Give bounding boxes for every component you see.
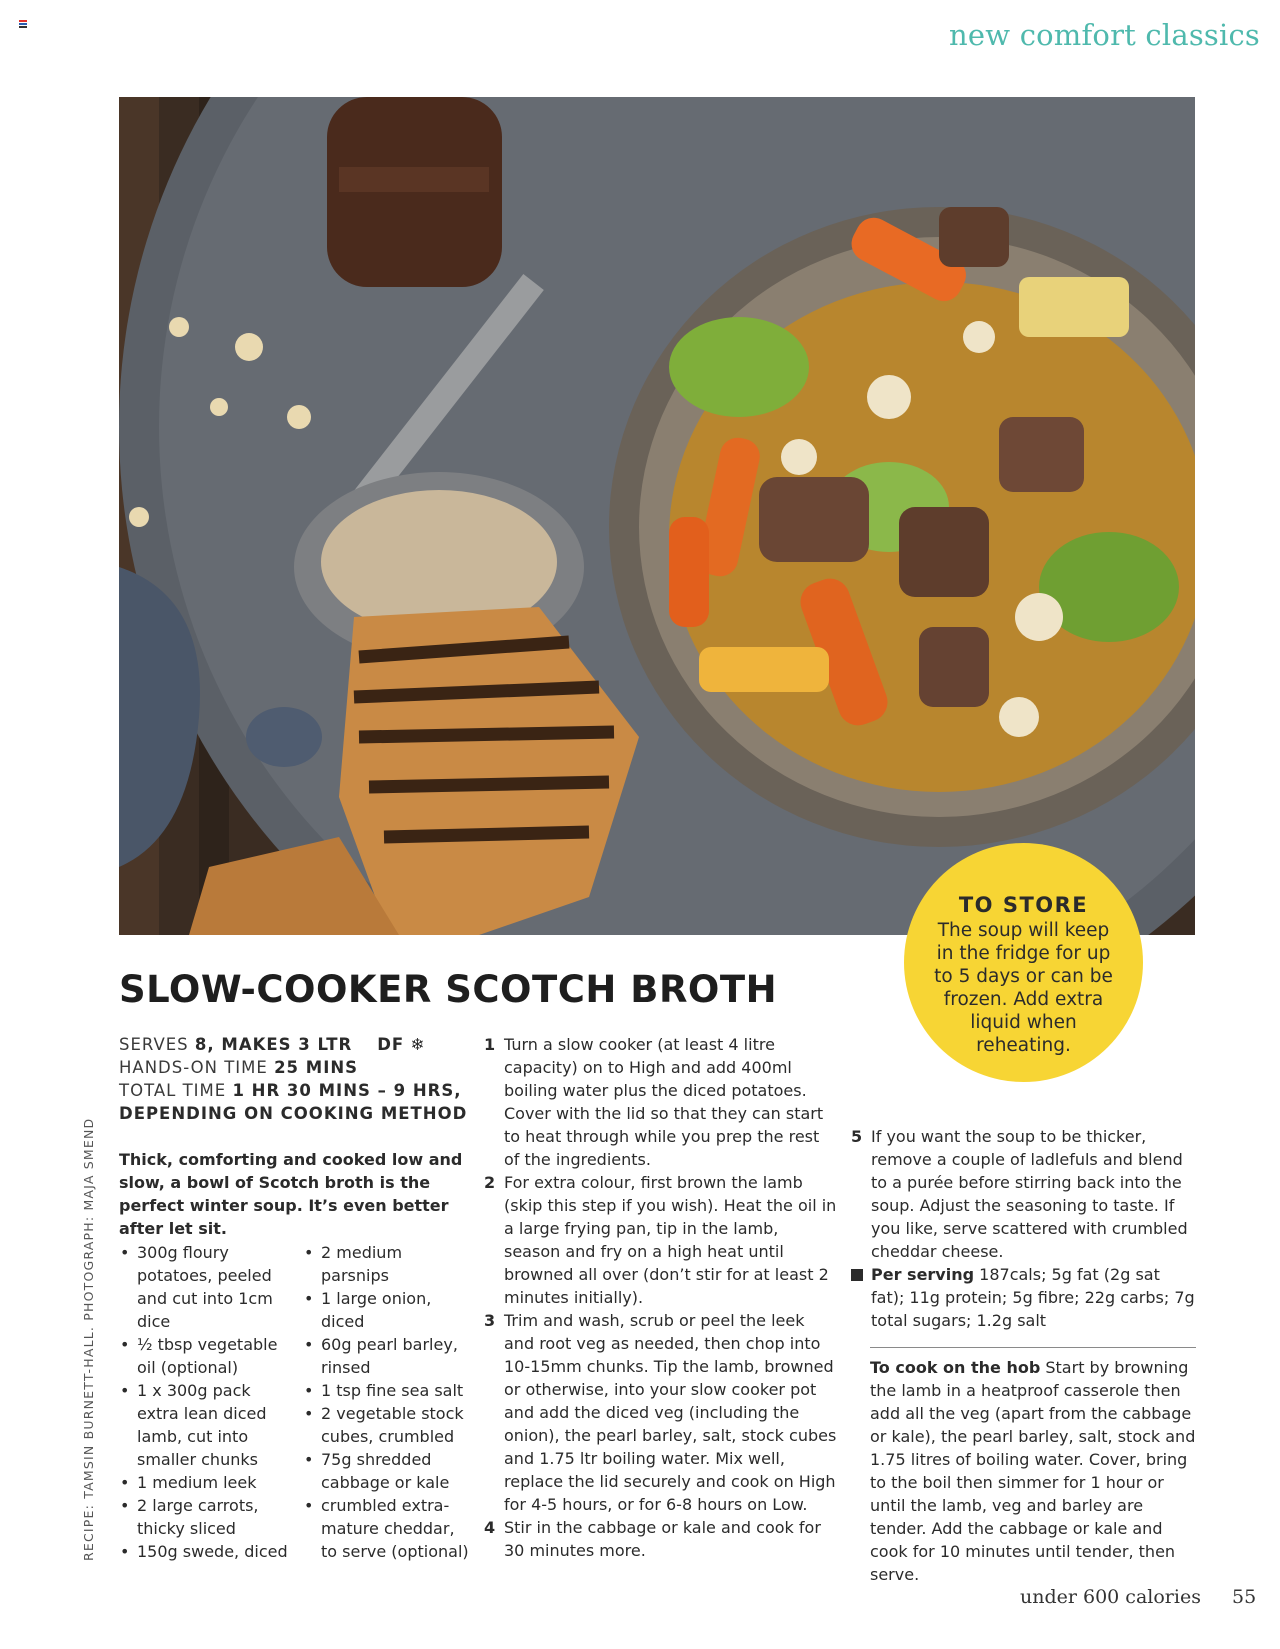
total-time-line <box>119 1079 479 1125</box>
ingredient-item: • 1 x 300g pack extra lean diced lamb, cut into smaller chunks <box>119 1379 289 1471</box>
recipe-meta <box>119 1033 479 1125</box>
step-text: Turn a slow cooker (at least 4 litre capacity) on to High and add 400ml boiling water plus the diced potatoes. Cover with the lid so that they can start to heat through while you prep the rest of the ingredients. <box>504 1035 824 1169</box>
ingredient-item: • 150g swede, diced <box>119 1540 289 1563</box>
soup-photo <box>119 97 1195 935</box>
hands-on-value: 25 MINS <box>274 1058 359 1077</box>
ingredient-item: • 1 large onion, diced <box>303 1287 473 1333</box>
ingredient-item: • 60g pearl barley, rinsed <box>303 1333 473 1379</box>
cabbage-piece <box>669 317 809 417</box>
step-text: Trim and wash, scrub or peel the leek and root veg as needed, then chop into 10-15mm chunks. Tip the lamb, browned or otherwise, into your slow cooker pot and add the diced veg (including the onion), the pearl barley, salt, stock cubes and 1.75 ltr boiling water. Mix well, replace the lid securely and cook on High for 4-5 hours, or for 6-8 hours on Low. <box>504 1311 837 1514</box>
store-text: The soup will keep in the fridge for up to 5 days or can be frozen. Add extra liquid when reheating. <box>934 920 1113 1056</box>
ingredient-item: • 2 large carrots, thicky sliced <box>119 1494 289 1540</box>
recipe-intro: Thick, comforting and cooked low and slow, a bowl of Scotch broth is the perfect winter soup. It’s even better after let sit. <box>119 1150 463 1238</box>
step-text: Stir in the cabbage or kale and cook for 30 minutes more. <box>504 1518 821 1560</box>
ingredient-item: • ½ tbsp vegetable oil (optional) <box>119 1333 289 1379</box>
ingredient-item: • 75g shredded cabbage or kale <box>303 1448 473 1494</box>
section-title: new comfort classics <box>949 18 1260 52</box>
method-step <box>851 1125 1196 1263</box>
hands-on-label: HANDS-ON TIME <box>119 1058 268 1077</box>
divider <box>870 1347 1196 1348</box>
corner-mark <box>19 20 27 28</box>
ingredient-item: • 2 vegetable stock cubes, crumbled <box>303 1402 473 1448</box>
step-number: 1 <box>484 1035 496 1054</box>
method-step <box>484 1033 839 1171</box>
page-number: 55 <box>1232 1586 1257 1608</box>
ingredient-item: • 1 medium leek <box>119 1471 289 1494</box>
store-title: TO STORE <box>958 893 1089 917</box>
step-number: 5 <box>851 1127 863 1146</box>
method-steps-1 <box>484 1033 839 1562</box>
method-step <box>484 1171 839 1309</box>
serves-value: 8, MAKES 3 LTR <box>194 1035 353 1054</box>
step-number: 3 <box>484 1311 496 1330</box>
snowflake-icon: ❄ <box>410 1035 426 1054</box>
diet-badge: DF <box>377 1035 405 1054</box>
ingredient-item: • 1 tsp fine sea salt <box>303 1379 473 1402</box>
step-text: If you want the soup to be thicker, remove a couple of ladlefuls and blend to a purée before stirring back into the soup. Adjust the seasoning to taste. If you like, serve scattered with crumbled cheddar cheese. <box>871 1127 1188 1261</box>
step-number: 2 <box>484 1173 496 1192</box>
hob-text: Start by browning the lamb in a heatproof casserole then add all the veg (apart from the cabbage or kale), the pearl barley, salt, stock and 1.75 litres of boiling water. Cover, bring to the boil then simmer for 1 hour or until the lamb, veg and barley are tender. Add the cabbage or kale and cook for 10 minutes until tender, then serve. <box>870 1358 1196 1584</box>
serves-label: SERVES <box>119 1035 189 1054</box>
method-steps-2 <box>851 1125 1196 1263</box>
ingredients-list-1 <box>119 1241 289 1563</box>
square-bullet-icon <box>851 1269 863 1281</box>
method-step <box>484 1516 839 1562</box>
recipe-title: SLOW-COOKER SCOTCH BROTH <box>119 968 778 1011</box>
nutrition-info <box>851 1263 1196 1332</box>
step-number: 4 <box>484 1518 496 1537</box>
ingredients-list-2 <box>303 1241 473 1563</box>
hands-on-line <box>119 1056 479 1079</box>
ingredient-item: • 2 medium parsnips <box>303 1241 473 1287</box>
ingredient-item: • 300g floury potatoes, peeled and cut into 1cm dice <box>119 1241 289 1333</box>
total-time-label: TOTAL TIME <box>119 1081 227 1100</box>
lamb-chunk <box>759 477 869 562</box>
per-serving-text: 187cals; 5g fat (2g sat fat); 11g protein; 5g fibre; 22g carbs; 7g total sugars; 1.2g salt <box>871 1265 1195 1330</box>
per-serving-label: Per serving <box>871 1265 975 1284</box>
to-store-badge <box>904 843 1143 1082</box>
ingredient-item: • crumbled extra-mature cheddar, to serve (optional) <box>303 1494 473 1563</box>
photo-credit: RECIPE: TAMSIN BURNETT-HALL. PHOTOGRAPH: MAJA SMEND <box>81 1117 96 1561</box>
step-text: For extra colour, first brown the lamb (skip this step if you wish). Heat the oil in a large frying pan, tip in the lamb, season and fry on a high heat until browned all over (don’t stir for at least 2 minutes initially). <box>504 1173 837 1307</box>
serves-line <box>119 1033 479 1056</box>
potato-piece <box>1019 277 1129 337</box>
total-time-value: 1 HR 30 MINS – 9 HRS, DEPENDING ON COOKING METHOD <box>119 1081 468 1123</box>
hob-label: To cook on the hob <box>870 1358 1041 1377</box>
method-step <box>484 1309 839 1516</box>
hob-method <box>870 1356 1200 1586</box>
footer-label: under 600 calories <box>1020 1586 1201 1608</box>
